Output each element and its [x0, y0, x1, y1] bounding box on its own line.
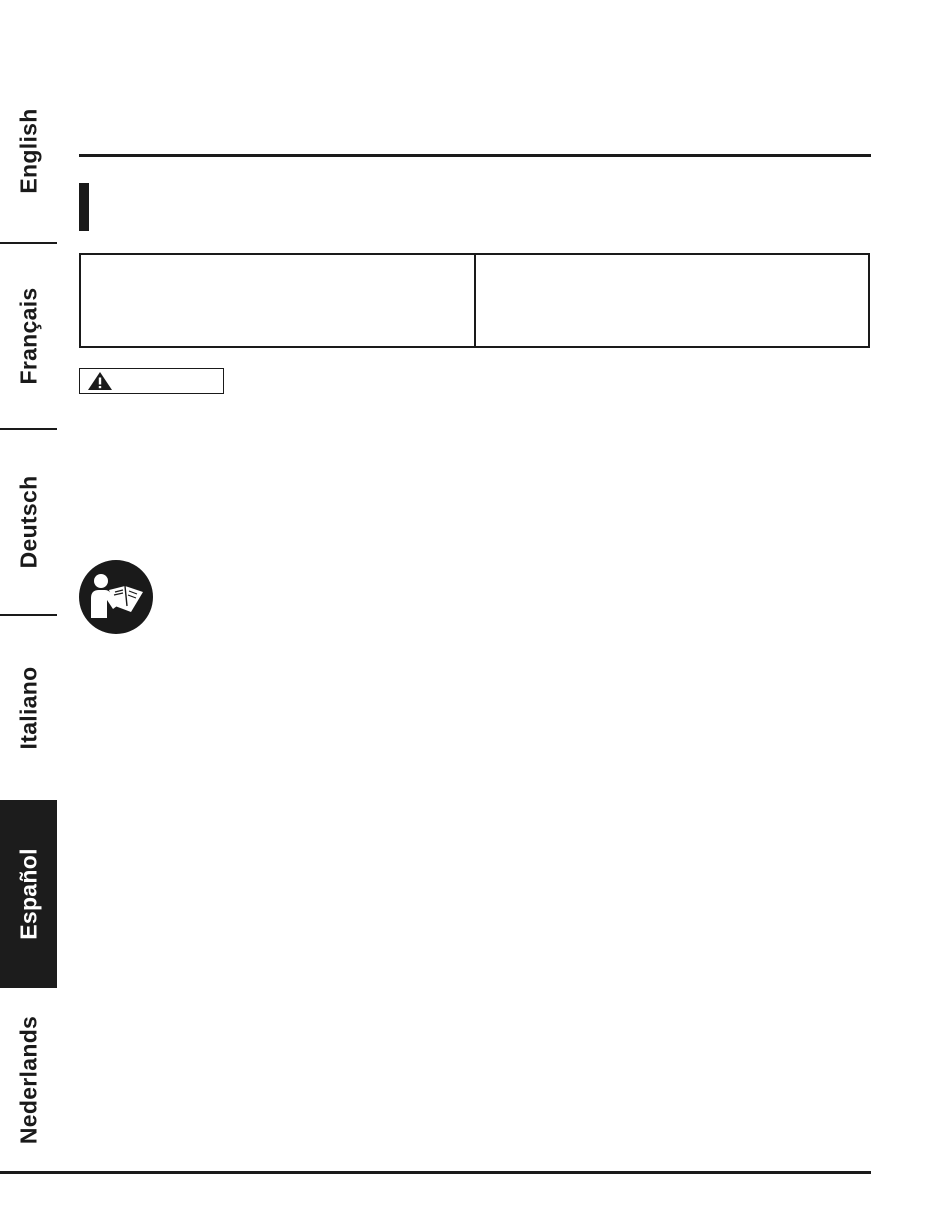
- tab-francais-label: Français: [15, 287, 41, 385]
- spec-cell-right: [474, 255, 869, 346]
- tab-nederlands-label: Nederlands: [15, 1015, 41, 1145]
- tab-nederlands[interactable]: [0, 988, 57, 1172]
- tab-deutsch-label: Deutsch: [15, 475, 41, 569]
- tab-english[interactable]: [0, 60, 57, 242]
- section-title-marker: [79, 183, 89, 231]
- top-rule: [79, 154, 871, 157]
- tab-italiano[interactable]: [0, 616, 57, 800]
- bottom-rule: [0, 1171, 871, 1174]
- warning-label: [79, 368, 224, 394]
- warning-triangle-icon: [87, 371, 113, 391]
- read-manual-icon: [79, 560, 153, 634]
- tab-english-label: English: [15, 108, 41, 194]
- tab-francais[interactable]: [0, 244, 57, 428]
- tab-espanol-label: Español: [15, 848, 41, 940]
- tab-espanol[interactable]: [0, 800, 57, 988]
- tab-deutsch[interactable]: [0, 430, 57, 614]
- tab-italiano-label: Italiano: [15, 666, 41, 750]
- spec-cell-left: [81, 255, 474, 346]
- spec-table: [79, 253, 870, 348]
